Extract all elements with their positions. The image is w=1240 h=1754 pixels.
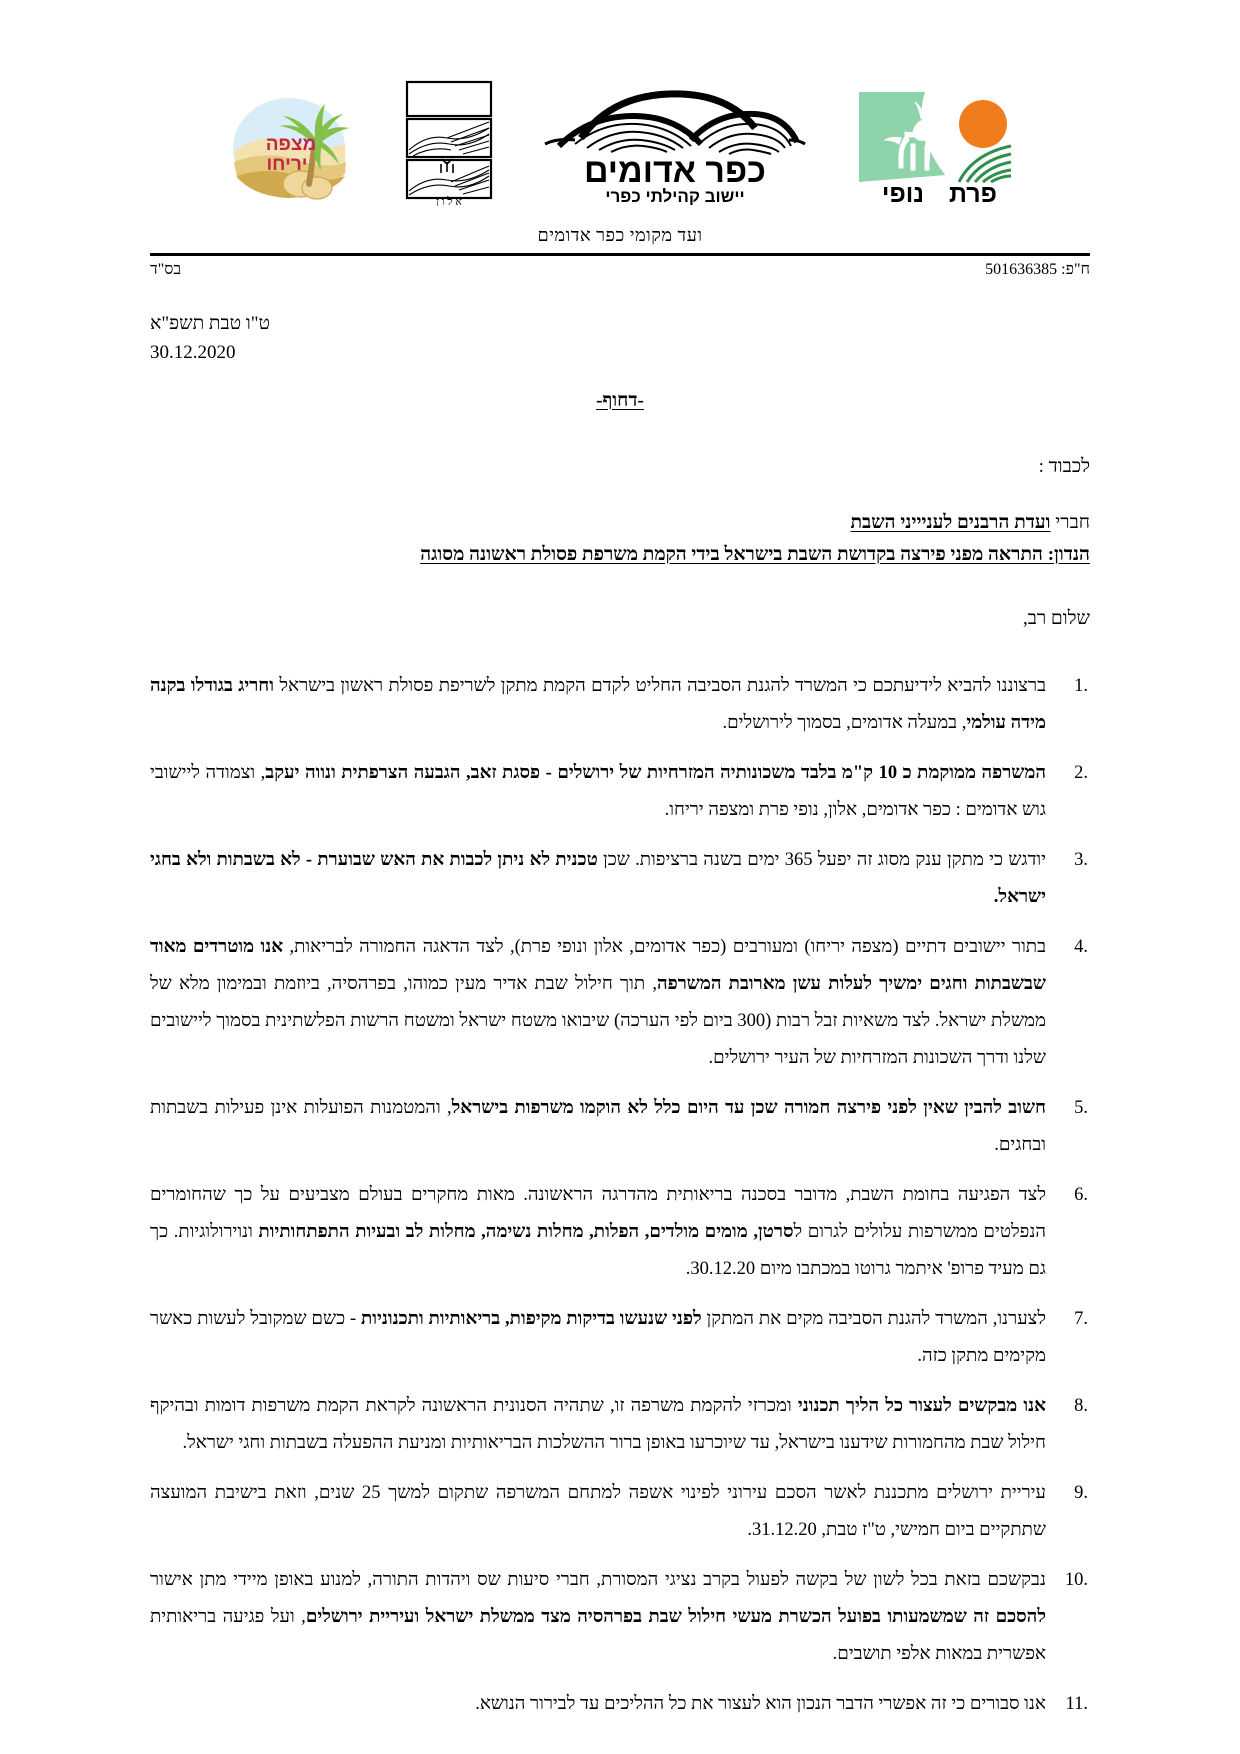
- paragraph-text: ומכרזי להקמת משרפה זו, שתהיה הסנונית הראשונה לקראת הקמת משרפות דומות ובהיקף חילול שבת מהחמורות שידענו בישראל, עד שיוכרעו באופן ברור ההשלכות הבריאותיות ומניעת ההפעלה בשבתות וחגי ישראל.: [150, 1395, 1046, 1453]
- emphasis-text: טכנית לא ניתן לכבות את האש שבוערת - לא בשבתות ולא בחגי ישראל.: [150, 849, 1046, 907]
- svg-text:יריחו: יריחו: [266, 154, 308, 175]
- numbered-paragraph: [150, 1562, 1046, 1673]
- org-subtitle: ועד מקומי כפר אדומים: [537, 225, 703, 245]
- gregorian-date: 30.12.2020: [150, 342, 236, 364]
- emphasis-text: לפני שנעשו בדיקות מקיפות, בריאותיות ותכנוניות: [361, 1308, 702, 1329]
- emphasis-text: אנו מבקשים לעצור כל הליך תכנוני: [797, 1395, 1046, 1416]
- svg-text:מצפה: מצפה: [265, 134, 317, 155]
- emphasis-text: סרטן, מומים מולדים, הפלות, מחלות נשימה, מחלות לב ובעיות התפתחותיות: [258, 1221, 794, 1242]
- numbered-paragraph: [150, 1090, 1046, 1164]
- paragraph-text: יודגש כי מתקן ענק מסוג זה יפעל 365 ימים בשנה ברציפות. שכן: [597, 849, 1047, 870]
- date-block: [150, 309, 1090, 368]
- mitzpe-yeriho-logo: [225, 88, 357, 211]
- header-divider: [150, 253, 1090, 256]
- emphasis-text: אנו מוטרדים מאוד שבשבתות וחגים ימשיך לעלות עשן מארובת המשרפה: [150, 936, 1046, 994]
- registration-number: ח"פ: 501636385: [985, 261, 1090, 278]
- numbered-paragraph: [150, 1177, 1046, 1288]
- kfar-adumim-logo: [541, 82, 809, 211]
- numbered-paragraph: [150, 755, 1046, 829]
- emphasis-text: המשרפה ממוקמת כ 10 ק"מ בלבד משכונותיה המזרחיות של ירושלים - פסגת זאב, הגבעה הצרפתית ונווה יעקב: [265, 762, 1046, 783]
- urgent-heading: -דחוף-: [596, 389, 644, 411]
- paragraph-text: עיריית ירושלים מתכננת לאשר הסכם עירוני לפינוי אשפה למתחם המשרפה שתקום למשך 25 שנים, וזאת בישיבת המועצה שתתקיים ביום חמישי, ט"ז טבת, 31.12.20.: [150, 1482, 1046, 1540]
- paragraph-text: נבקשכם בזאת בכל לשון של בקשה לפעול בקרב נציגי המסורת, חברי סיעות שס ויהדות התורה, למנוע באופן מיידי מתן אישור: [150, 1569, 1046, 1590]
- numbered-paragraph: [150, 929, 1046, 1077]
- emphasis-text: וחריג בגודלו בקנה מידה עולמי: [150, 675, 1046, 733]
- paragraph-text: , ועל פגיעה בריאותית אפשרית במאות אלפי תושבים.: [150, 1606, 1046, 1664]
- letterhead: [0, 0, 1240, 211]
- emphasis-text: כלל לא הוקמו משרפות בישראל: [451, 1097, 681, 1118]
- numbered-paragraph: [150, 1686, 1046, 1723]
- kfar-adumim-subtitle: יישוב קהילתי כפרי: [605, 187, 745, 206]
- hebrew-date: ט"ו טבת תשפ"א: [150, 313, 270, 334]
- header-id-line: [150, 261, 1090, 279]
- numbered-paragraph: [150, 1301, 1046, 1375]
- paragraph-text: , וצמודה ליישובי גוש אדומים : כפר אדומים, אלון, נופי פרת ומצפה יריחו.: [150, 762, 1046, 820]
- emphasis-text: להסכם זה שמשמעותו בפועל הכשרת מעשי חילול שבת בפרהסיה מצד ממשלת ישראל ועיריית ירושלים: [305, 1606, 1046, 1627]
- recipient-prefix: חברי: [1050, 511, 1090, 533]
- to-label: לכבוד :: [1038, 455, 1090, 477]
- subject-line: הנדון: התראה מפני פירצה בקדושת השבת בישראל בידי הקמת משרפת פסולת ראשונה מסוגה: [420, 543, 1090, 565]
- urgent-heading-wrap: [0, 390, 1240, 412]
- paragraph-text: אנו סבורים כי זה אפשרי הדבר הנכון הוא לעצור את כל ההליכים עד לבירור הנושא.: [475, 1693, 1046, 1714]
- nofei-prat-logo: [855, 88, 1015, 211]
- recipient-line: [150, 512, 1090, 534]
- recipient-committee: ועדת הרבנים לעניייני השבת: [850, 511, 1051, 533]
- nofei-prat-title-2: נופי: [881, 180, 925, 206]
- paragraph-text: לצד הפגיעה בחומת השבת, מדובר בסכנה בריאותית מהדרגה הראשונה. מאות מחקרים בעולם מצביעים על כך שהחומרים הנפלטים ממשרפות עלולים לגרום ל: [150, 1184, 1046, 1242]
- nofei-prat-title: פרת: [949, 180, 997, 206]
- paragraph-text: ברצוננו להביא לידיעתכם כי המשרד להגנת הסביבה החליט לקדם הקמת מתקן לשריפת פסולת ראשון בישראל: [273, 675, 1046, 696]
- bsd-label: בס"ד: [150, 261, 182, 278]
- paragraph-text: , והמטמנות הפועלות אינן פעילות בשבתות ובחגים.: [150, 1097, 1046, 1155]
- paragraph-text: בתור יישובים דתיים (מצפה יריחו) ומעורבים (כפר אדומים, אלון ונופי פרת), לצד הדאגה החמורה לבריאות,: [283, 936, 1047, 957]
- paragraph-text: לצערנו, המשרד להגנת הסביבה מקים את המתקן: [701, 1308, 1047, 1329]
- paragraph-text: - כשם שמקובל לעשות כאשר מקימים מתקן כזה.: [150, 1308, 1046, 1366]
- alon-logo: [403, 78, 495, 211]
- paragraph-text: , במעלה אדומים, בסמוך לירושלים.: [722, 712, 967, 733]
- paragraph-text: ונוירולוגיות. כך גם מעיד פרופ' איתמר גרוטו במכתבו מיום 30.12.20.: [150, 1221, 1046, 1279]
- numbered-paragraph: [150, 842, 1046, 916]
- numbered-paragraph: [150, 1388, 1046, 1462]
- kfar-adumim-title: כפר אדומים: [583, 152, 767, 190]
- paragraph-text: , תוך חילול שבת אדיר מעין כמוהו, בפרהסיה, ביוזמת ובמימון מלא של ממשלת ישראל. לצד משאיות זבל רבות (300 ביום לפי הערכה) שיבואו משטח ישראל ומשטח הרשות הפלשתינית בסמוך ליישובים שלנו ודרך השכונות המזרחיות של העיר ירושלים.: [150, 973, 1046, 1068]
- numbered-paragraph: [150, 1475, 1046, 1549]
- address-block: [150, 456, 1090, 630]
- emphasis-text: חשוב להבין שאין לפני פירצה חמורה שכן עד היום: [680, 1097, 1046, 1118]
- numbered-paragraph: [150, 668, 1046, 742]
- numbered-paragraph-list: [150, 668, 1090, 1723]
- alon-logo-caption: א ל ו ן: [436, 196, 462, 206]
- greeting-line: שלום רב,: [1022, 607, 1090, 629]
